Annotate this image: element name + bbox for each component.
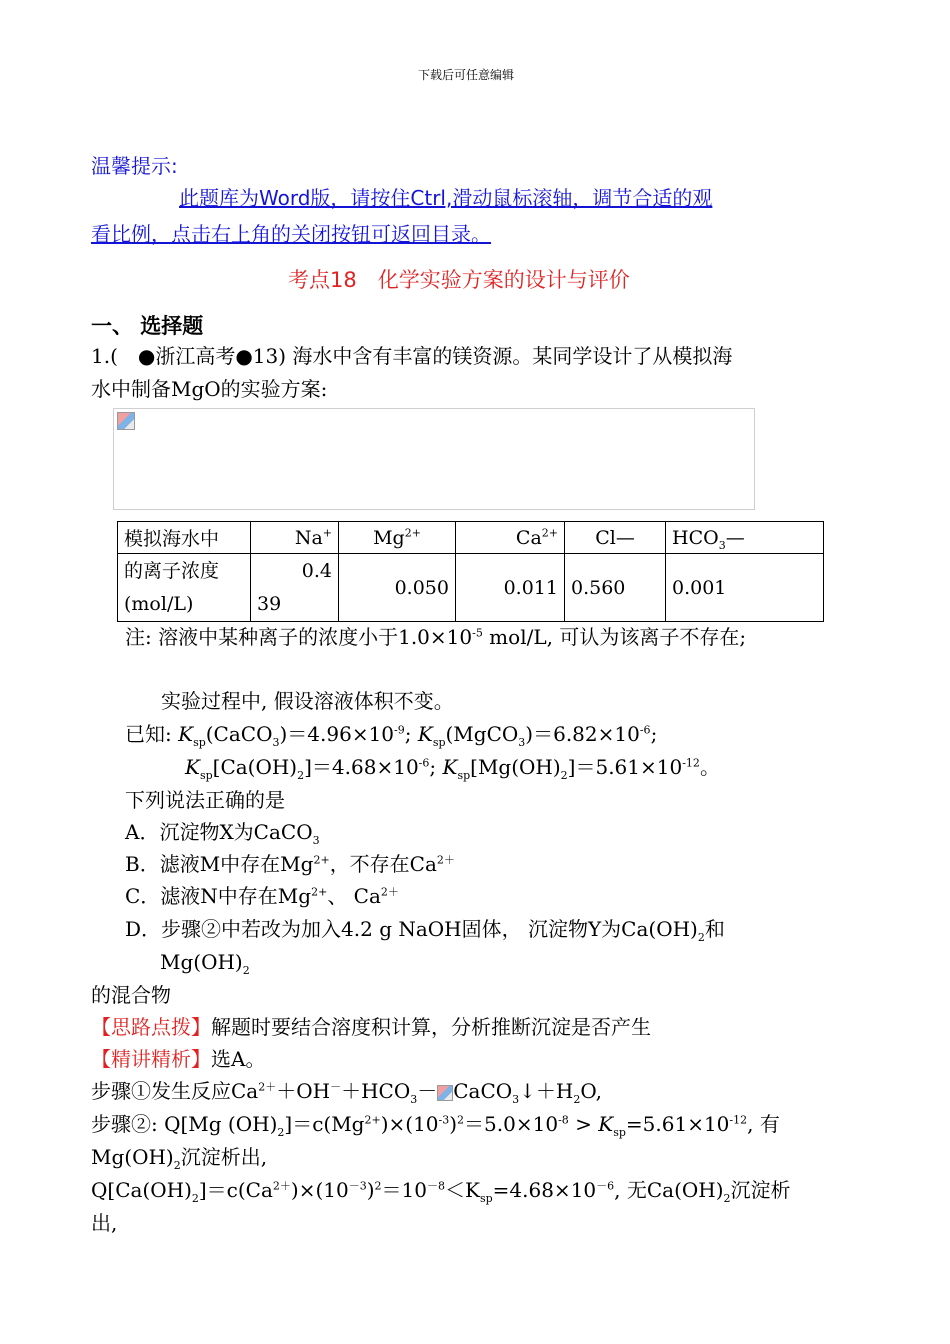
option-d-cont: $Mg(OH)_2$ — [160, 950, 250, 977]
experiment-flow-image — [113, 408, 755, 510]
tip-line-2[interactable]: 看比例，点击右上角的关闭按钮可返回目录。 — [91, 222, 491, 246]
ion-cl: Cl— — [565, 522, 666, 554]
ion-concentration-table — [117, 521, 824, 622]
table-label-rest: 的离子浓度 (mol/L) — [118, 554, 251, 622]
option-d-end: 的混合物 — [91, 983, 171, 1007]
option-b: B．滤液M中存在$Mg^{2+}$，不存在$Ca^{2+}$ — [125, 852, 455, 876]
table-label-1: 模拟海水中 — [118, 522, 251, 554]
value-na: 0.4 39 — [251, 554, 339, 622]
header-note: 下载后可任意编辑 — [418, 68, 515, 82]
ion-mg: $Mg^{2+}$ — [339, 522, 456, 554]
option-a: A．沉淀物X为CaCO$_3$ — [125, 820, 320, 847]
known-line-1: 已知: $K_{sp}(CaCO_3)=4.96\times 10^{-9}$; $K_{sp}(MgCO_3)=6.82\times 10^{-6}$; — [125, 722, 658, 749]
note-line-2: 实验过程中, 假设溶液体积不变。 — [161, 689, 454, 713]
ion-ca: $Ca^{2+}$ — [456, 522, 565, 554]
question-stem: 下列说法正确的是 — [125, 788, 285, 812]
tip-line-1[interactable]: 此题库为Word版，请按住Ctrl,滑动鼠标滚轴，调节合适的观 — [179, 186, 713, 210]
broken-image-icon — [117, 412, 135, 430]
question-line-1: 1.( ●浙江高考●13) 海水中含有丰富的镁资源。某同学设计了从模拟海 — [91, 344, 733, 368]
answer-line: 【精讲精析】选A。 — [91, 1047, 266, 1071]
tip-title: 温馨提示: — [91, 154, 178, 178]
value-ca: 0.011 — [456, 554, 565, 622]
step-2: 步骤②: Q[Mg $(OH)_2]=c(Mg^{2+})\times(10^{-3})^2=5.0\times 10^{-8} > K_{sp}=5.61\times 10^{-12}$, 有 — [91, 1112, 780, 1139]
value-mg: 0.050 — [339, 554, 456, 622]
ion-hco3: $HCO_3—$ — [666, 522, 824, 554]
value-cl: 0.560 — [565, 554, 666, 622]
step-2-cont: $Mg(OH)_2$沉淀析出, — [91, 1145, 268, 1172]
section-heading: 一、 选择题 — [91, 314, 204, 338]
note-line-1: 注: 溶液中某种离子的浓度小于$1.0\times 10^{-5}$ mol/L, 可认为该离子不存在; — [125, 625, 747, 649]
known-line-2: $K_{sp}[Ca(OH)_2]=4.68\times 10^{-6}$; $K_{sp}[Mg(OH)_2]=5.61\times 10^{-12}$。 — [185, 755, 720, 782]
hint-line: 【思路点拨】解题时要结合溶度积计算，分析推断沉淀是否产生 — [91, 1015, 651, 1039]
step-1: 步骤①发生反应$Ca^{2+}+OH^-+HCO_3-$ $CaCO_3↓+H_2O$, — [91, 1079, 602, 1106]
step-3: $Q[Ca(OH)_2]=c(Ca^{2+})\times(10^{-3})^2=10^{-8}<K_{sp}=4.68\times 10^{-6}$, 无$Ca(OH)_2$沉淀析 — [91, 1178, 791, 1205]
section-title: 考点18 化学实验方案的设计与评价 — [288, 268, 630, 292]
value-hco3: 0.001 — [666, 554, 824, 622]
option-d: D．步骤②中若改为加入4.2 g NaOH固体， 沉淀物Y为$Ca(OH)_2$和 — [125, 917, 725, 944]
ion-na: Na+ — [251, 522, 339, 554]
reaction-arrow-image-icon — [437, 1085, 453, 1101]
step-3-cont: 出, — [91, 1211, 118, 1235]
option-c: C．滤液N中存在$Mg^{2+}$、 $Ca^{2+}$ — [125, 884, 399, 908]
question-line-2: 水中制备MgO的实验方案: — [91, 377, 328, 401]
